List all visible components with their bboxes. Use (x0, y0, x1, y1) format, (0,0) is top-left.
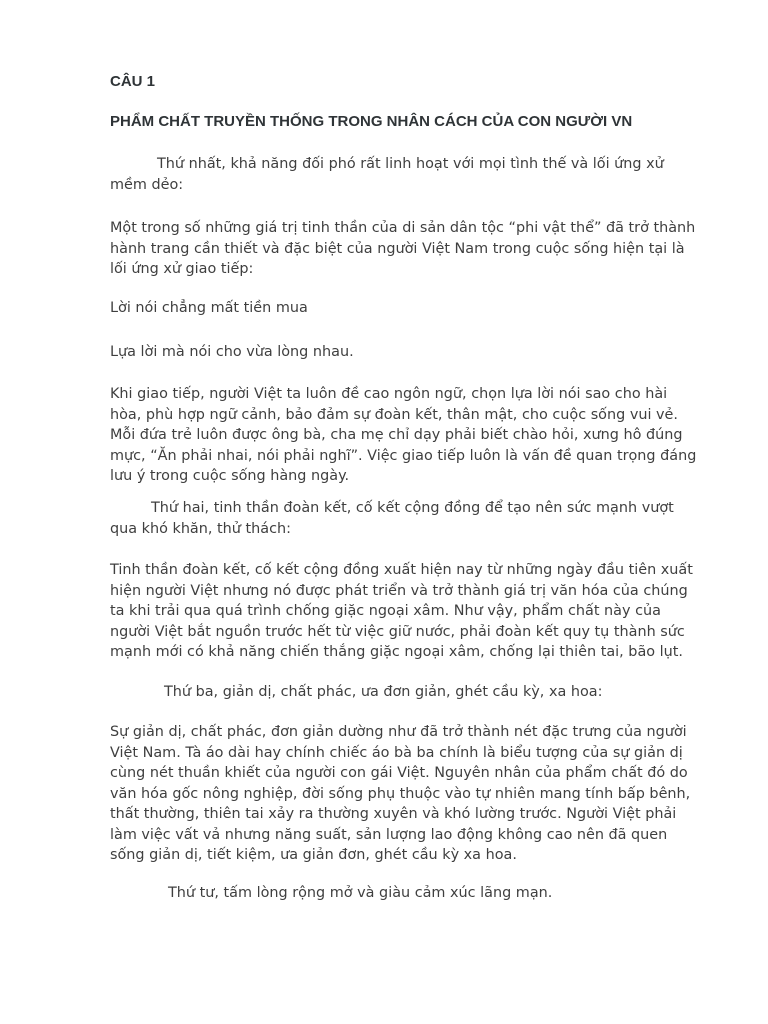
section-1-paragraph-2: Khi giao tiếp, người Việt ta luôn đề cao ngôn ngữ, chọn lựa lời nói sao cho hài hòa, phù hợp ngữ cảnh, bảo đảm sự đoàn kết, thân mật, cho cuộc sống vui vẻ. Mỗi đứa trẻ luôn được ông bà, cha mẹ chỉ dạy phải biết chào hỏi, xưng hô đúng mực, “Ăn phải nhai, nói phải nghĩ”. Việc giao tiếp luôn là vấn đề quan trọng đáng lưu ý trong cuộc sống hàng ngày. (110, 386, 697, 484)
section-heading-2: Thứ hai, tinh thần đoàn kết, cố kết cộng đồng để tạo nên sức mạnh vượt qua khó khăn, thử thách: (110, 500, 674, 537)
section-heading-1: Thứ nhất, khả năng đối phó rất linh hoạt với mọi tình thế và lối ứng xử mềm dẻo: (110, 156, 664, 193)
proverb-line-1: Lời nói chẳng mất tiền mua (110, 300, 308, 316)
section-1-paragraph-1: Một trong số những giá trị tinh thần của di sản dân tộc “phi vật thể” đã trở thành hành trang cần thiết và đặc biệt của người Việt Nam trong cuộc sống hiện tại là lối ứng xử giao tiếp: (110, 220, 696, 277)
section-heading-4: Thứ tư, tấm lòng rộng mở và giàu cảm xúc lãng mạn. (168, 885, 553, 901)
section-heading-3: Thứ ba, giản dị, chất phác, ưa đơn giản, ghét cầu kỳ, xa hoa: (164, 684, 603, 700)
proverb-line-2: Lựa lời mà nói cho vừa lòng nhau. (110, 344, 354, 360)
question-label: CÂU 1 (110, 73, 156, 90)
section-2-paragraph-1: Tinh thần đoàn kết, cố kết cộng đồng xuất hiện nay từ những ngày đầu tiên xuất hiện người Việt nhưng nó được phát triển và trở thành giá trị văn hóa của chúng ta khi trải qua quá trình chống giặc ngoại xâm. Như vậy, phẩm chất này của người Việt bắt nguồn trước hết từ việc giữ nước, phải đoàn kết quy tụ thành sức mạnh mới có khả năng chiến thắng giặc ngoại xâm, chống lại thiên tai, bão lụt. (110, 562, 693, 660)
section-3-paragraph-1: Sự giản dị, chất phác, đơn giản dường như đã trở thành nét đặc trưng của người Việt Nam. Tà áo dài hay chính chiếc áo bà ba chính là biểu tượng của sự giản dị cùng nét thuần khiết của người con gái Việt. Nguyên nhân của phẩm chất đó do văn hóa gốc nông nghiệp, đời sống phụ thuộc vào tự nhiên mang tính bấp bênh, thất thường, thiên tai xảy ra thường xuyên và khó lường trước. Người Việt phải làm việc vất vả nhưng năng suất, sản lượng lao động không cao nên đã quen sống giản dị, tiết kiệm, ưa giản đơn, ghét cầu kỳ xa hoa. (110, 724, 691, 863)
document-title: PHẨM CHẤT TRUYỀN THỐNG TRONG NHÂN CÁCH CỦA CON NGƯỜI VN (110, 113, 633, 130)
